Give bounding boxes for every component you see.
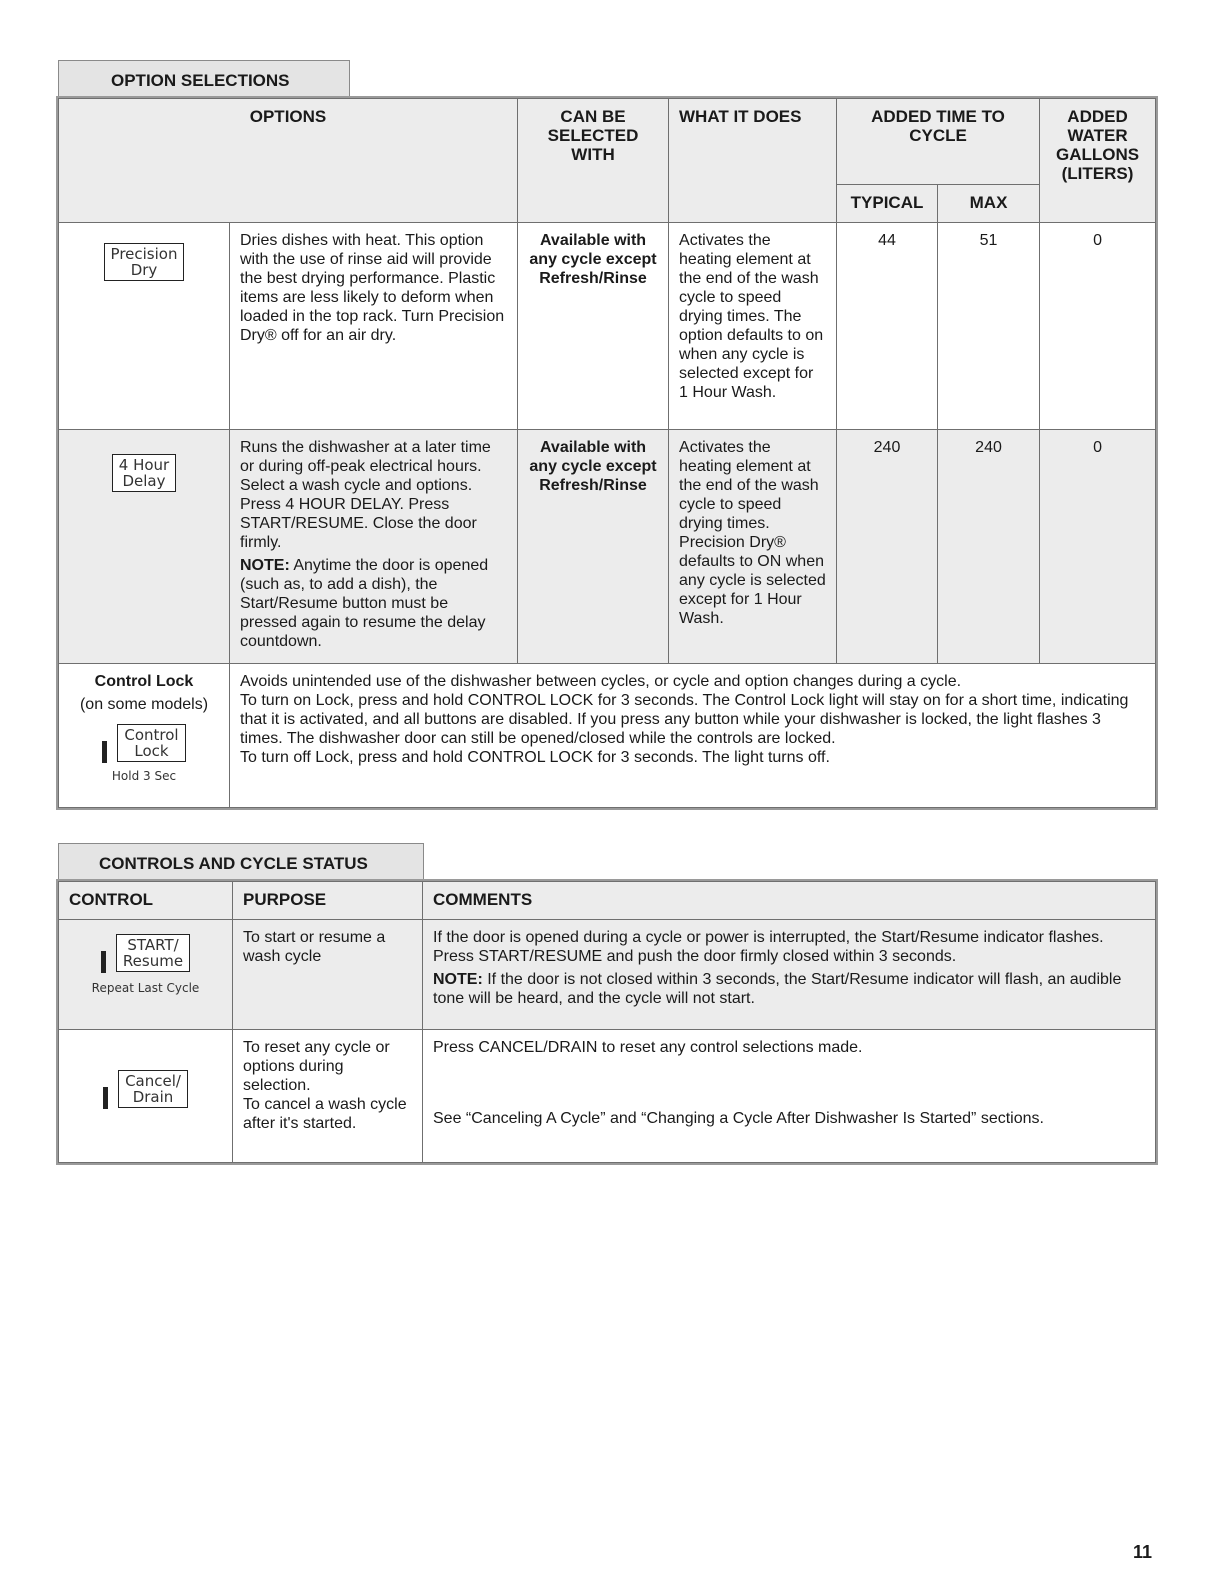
option-selections-table bbox=[58, 98, 1156, 808]
header-added-time: ADDED TIME TO CYCLE bbox=[837, 99, 1040, 185]
control-lock-cell bbox=[59, 664, 230, 808]
option-row-precision-dry bbox=[59, 223, 1156, 430]
cancel-drain-comment-line1: Press CANCEL/DRAIN to reset any control selections made. bbox=[433, 1039, 863, 1056]
control-lock-line2: To turn on Lock, press and hold CONTROL LOCK for 3 seconds. The Control Lock light will stay on for a short time, indicating that it is activated, and all buttons are disabled. If you press any button while your dishwasher is locked, the light flashes 3 times. The dishwasher door can still be opened/closed while the controls are locked. bbox=[240, 692, 1129, 747]
precision-dry-max: 51 bbox=[938, 223, 1040, 430]
delay-typical: 240 bbox=[837, 430, 938, 664]
delay-max: 240 bbox=[938, 430, 1040, 664]
delay-water: 0 bbox=[1040, 430, 1156, 664]
start-resume-row bbox=[59, 920, 1156, 1030]
delay-can-select: Available with any cycle except Refresh/Rinse bbox=[518, 430, 669, 664]
controls-status-tab bbox=[58, 843, 424, 881]
header-control: CONTROL bbox=[59, 882, 233, 920]
controls-status-table bbox=[58, 881, 1156, 1163]
precision-dry-typical: 44 bbox=[837, 223, 938, 430]
header-what-it-does: WHAT IT DOES bbox=[669, 99, 837, 223]
delay-what-it-does: Activates the heating element at the end of the wash cycle to speed drying times. Precision Dry® defaults to ON when any cycle is selected except for 1 Hour Wash. bbox=[669, 430, 837, 664]
cancel-drain-purpose-line1: To reset any cycle or options during selection. bbox=[243, 1039, 390, 1094]
page-number: 11 bbox=[1132, 1542, 1152, 1562]
delay-cell bbox=[59, 430, 230, 664]
start-resume-comment: If the door is opened during a cycle or power is interrupted, the Start/Resume indicator flashes. Press START/RESUME and push the door firmly closed within 3 seconds. bbox=[433, 929, 1104, 965]
option-row-4-hour-delay bbox=[59, 430, 1156, 664]
precision-dry-can-select: Available with any cycle except Refresh/Rinse bbox=[518, 223, 669, 430]
cancel-drain-purpose-line2: To cancel a wash cycle after it's started. bbox=[243, 1096, 407, 1132]
precision-dry-cell bbox=[59, 223, 230, 430]
control-lock-button[interactable]: Control Lock bbox=[117, 724, 185, 762]
cancel-drain-comment-line2: See “Canceling A Cycle” and “Changing a Cycle After Dishwasher Is Started” sections. bbox=[433, 1110, 1044, 1127]
header-options: OPTIONS bbox=[59, 99, 518, 223]
precision-dry-water: 0 bbox=[1040, 223, 1156, 430]
delay-description-text: Runs the dishwasher at a later time or during off-peak electrical hours. Select a wash cycle and options. Press 4 HOUR DELAY. Press START/RESUME. Close the door firmly. bbox=[240, 439, 491, 551]
control-lock-caption: Hold 3 Sec bbox=[111, 768, 177, 783]
cancel-drain-purpose bbox=[233, 1030, 423, 1163]
cancel-drain-comments bbox=[423, 1030, 1156, 1163]
control-lock-indicator-light bbox=[102, 741, 107, 763]
header-comments: COMMENTS bbox=[423, 882, 1156, 920]
controls-status-title: CONTROLS AND CYCLE STATUS bbox=[99, 854, 368, 873]
start-resume-note: NOTE: If the door is not closed within 3 seconds, the Start/Resume indicator will flash, an audible tone will be heard, and the cycle will not start. bbox=[433, 971, 1122, 1007]
cancel-drain-cell bbox=[59, 1030, 233, 1163]
start-resume-key bbox=[69, 934, 222, 973]
delay-description bbox=[230, 430, 518, 664]
start-resume-comments bbox=[423, 920, 1156, 1030]
start-resume-cell bbox=[59, 920, 233, 1030]
header-can-be-selected: CAN BE SELECTED WITH bbox=[518, 99, 669, 223]
option-selections-tab bbox=[58, 60, 350, 98]
option-selections-title: OPTION SELECTIONS bbox=[111, 71, 290, 90]
precision-dry-description: Dries dishes with heat. This option with the use of rinse aid will provide the best drying performance. Plastic items are less likely to deform when loaded in the top rack. Turn Precision Dry® off for an air dry. bbox=[230, 223, 518, 430]
control-lock-subtitle: (on some models) bbox=[79, 696, 209, 713]
start-resume-button[interactable]: START/ Resume bbox=[116, 934, 190, 972]
precision-dry-button[interactable]: Precision Dry bbox=[104, 243, 185, 281]
control-lock-row bbox=[59, 664, 1156, 808]
cancel-indicator-light bbox=[103, 1087, 108, 1109]
control-lock-line3: To turn off Lock, press and hold CONTROL LOCK for 3 seconds. The light turns off. bbox=[240, 749, 830, 766]
delay-note: NOTE: Anytime the door is opened (such as, to add a dish), the Start/Resume button must be pressed again to resume the delay countdown. bbox=[240, 557, 489, 650]
control-lock-line1: Avoids unintended use of the dishwasher between cycles, or cycle and option changes during a cycle. bbox=[240, 673, 962, 690]
precision-dry-what-it-does: Activates the heating element at the end of the wash cycle to speed drying times. The option defaults to on when any cycle is selected except for 1 Hour Wash. bbox=[669, 223, 837, 430]
control-lock-description bbox=[230, 664, 1156, 808]
header-max: MAX bbox=[938, 185, 1040, 223]
start-resume-purpose: To start or resume a wash cycle bbox=[233, 920, 423, 1030]
cancel-drain-button[interactable]: Cancel/ Drain bbox=[118, 1070, 188, 1108]
header-added-water: ADDED WATER GALLONS (LITERS) bbox=[1040, 99, 1156, 223]
control-lock-key bbox=[69, 724, 219, 763]
header-typical: TYPICAL bbox=[837, 185, 938, 223]
header-purpose: PURPOSE bbox=[233, 882, 423, 920]
cancel-drain-row bbox=[59, 1030, 1156, 1163]
start-resume-caption: Repeat Last Cycle bbox=[91, 980, 200, 995]
start-indicator-light bbox=[101, 951, 106, 973]
control-lock-title: Control Lock bbox=[94, 673, 194, 690]
4-hour-delay-button[interactable]: 4 Hour Delay bbox=[112, 454, 176, 492]
